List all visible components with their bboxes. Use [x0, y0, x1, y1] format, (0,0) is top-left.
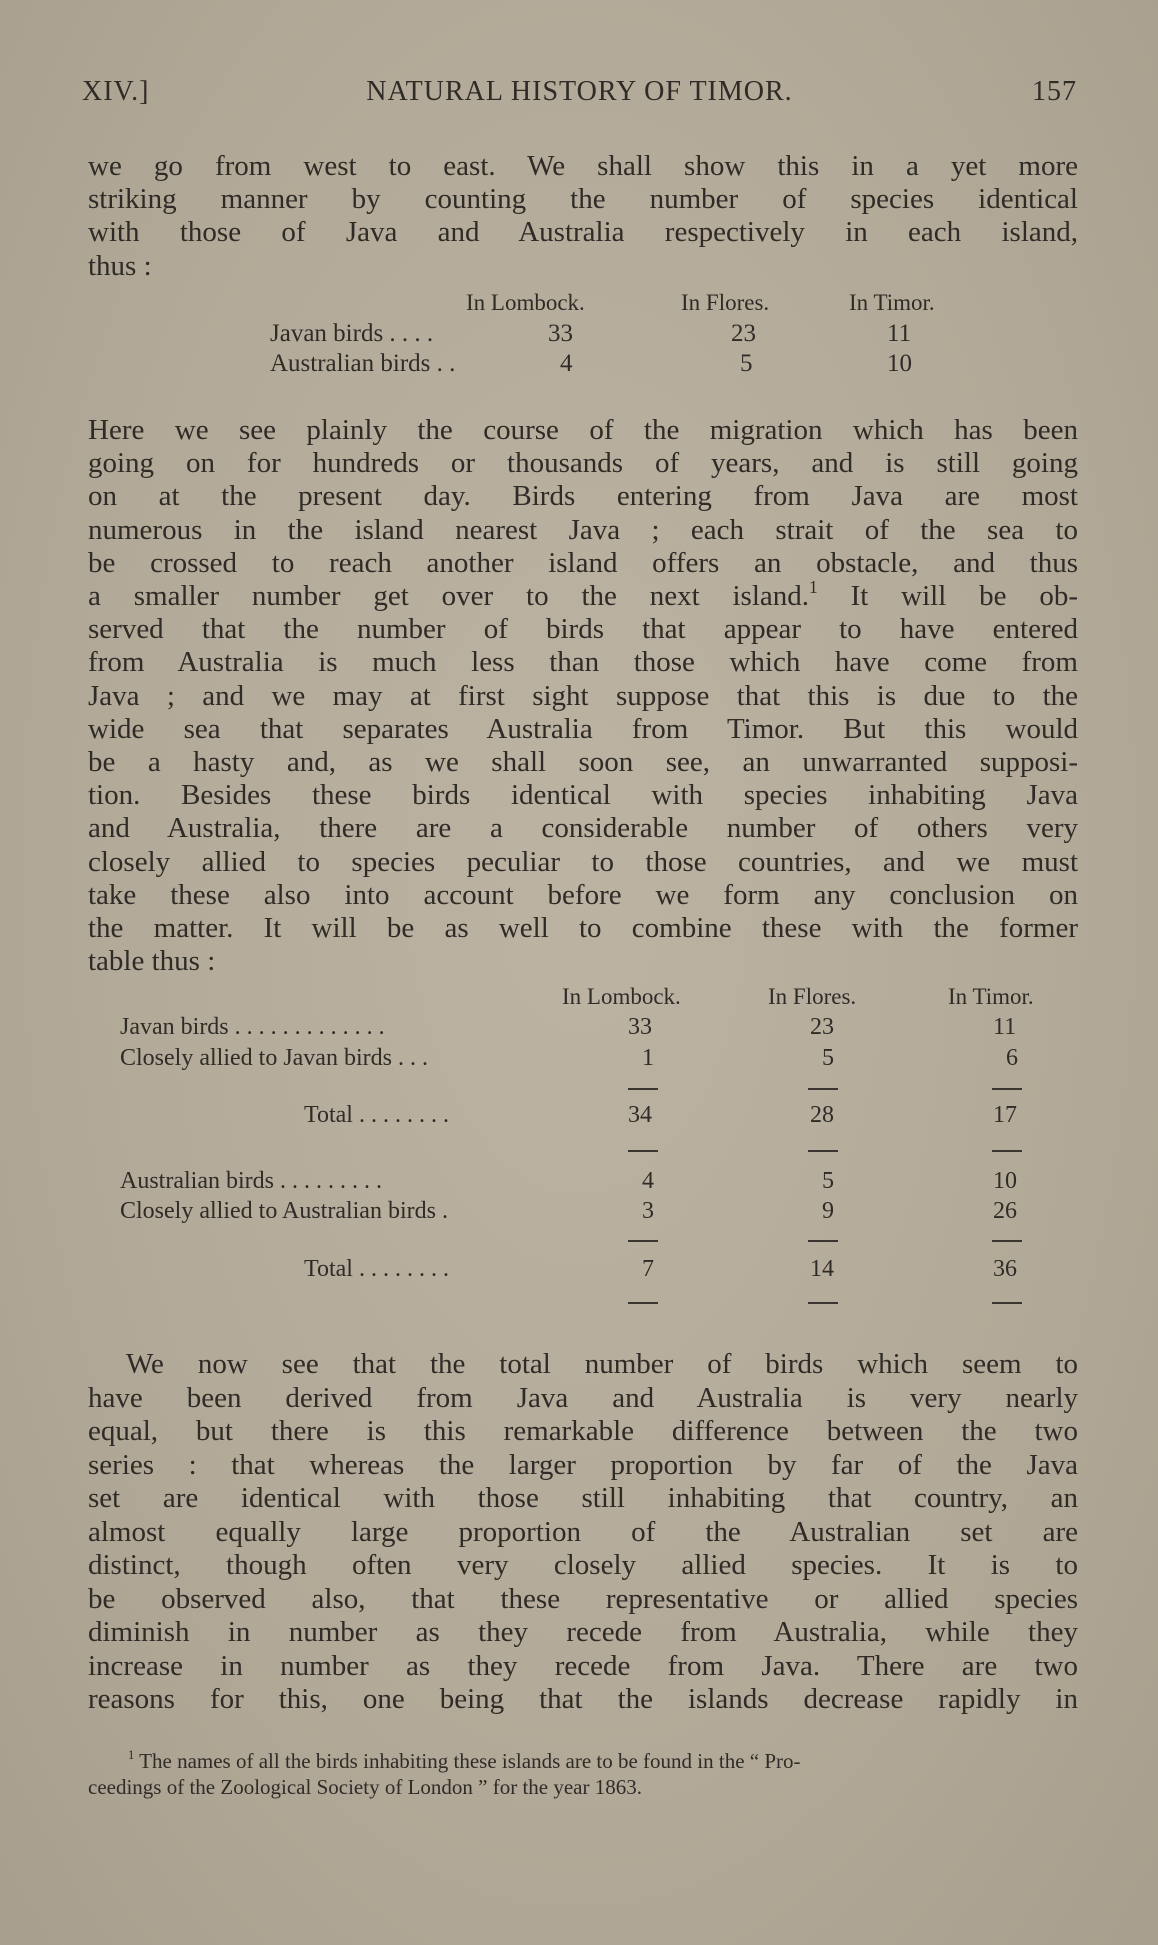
text-line: increase in number as they recede from Java. There are two	[88, 1649, 1078, 1682]
table-cell: 36	[993, 1256, 1017, 1282]
rule-line	[808, 1302, 838, 1304]
rule-line	[628, 1302, 658, 1304]
text-line: series : that whereas the larger proportion by far of the Java	[88, 1448, 1078, 1481]
footnote-line	[88, 1748, 1078, 1774]
footnote-line: ceedings of the Zoological Society of London ” for the year 1863.	[88, 1775, 642, 1799]
text-line: be observed also, that these representative or allied species	[88, 1582, 1078, 1615]
table-cell: 10	[887, 350, 912, 377]
row-label-total: Total . . . . . . . .	[304, 1256, 449, 1282]
column-header: In Lombock.	[562, 984, 681, 1009]
table-cell: 5	[822, 1168, 834, 1194]
text-line: tion. Besides these birds identical with species inhabiting Java	[88, 779, 1078, 812]
species-table-combined	[0, 984, 1158, 1314]
table-cell: 34	[628, 1102, 652, 1128]
table-cell: 7	[642, 1256, 654, 1282]
rule-line	[628, 1088, 658, 1090]
footnote-marker: 1	[128, 1748, 135, 1763]
table-cell: 6	[1006, 1045, 1018, 1071]
text-line: numerous in the island nearest Java ; each strait of the sea to	[88, 513, 1078, 546]
table-cell: 28	[810, 1102, 834, 1128]
table-cell: 17	[993, 1102, 1017, 1128]
conclusion-paragraph	[88, 1348, 1078, 1717]
table-cell: 23	[810, 1014, 834, 1040]
table-cell: 33	[628, 1014, 652, 1040]
text-line: the matter. It will be as well to combine these with the former	[88, 912, 1078, 945]
text-line: distinct, though often very closely allied species. It is to	[88, 1549, 1078, 1581]
row-label: Australian birds . .	[270, 350, 456, 377]
rule-line	[808, 1150, 838, 1152]
rule-line	[808, 1088, 838, 1090]
table-cell: 10	[993, 1168, 1017, 1194]
column-header: In Lombock.	[466, 290, 585, 315]
page-number: 157	[1032, 76, 1077, 107]
text-line-with-footnote	[88, 576, 1079, 613]
text-segment: a smaller number get over to the next island.	[88, 580, 810, 613]
row-label: Closely allied to Australian birds .	[120, 1198, 448, 1224]
rule-line	[992, 1302, 1022, 1304]
text-line: thus :	[88, 249, 152, 282]
text-line: on at the present day. Birds entering from Java are most	[88, 480, 1078, 513]
table-cell: 4	[560, 350, 573, 377]
text-line: Here we see plainly the course of the migration which has been	[88, 414, 1078, 446]
table-cell: 14	[810, 1256, 834, 1282]
table-cell: 4	[642, 1168, 654, 1194]
table-cell: 5	[822, 1045, 834, 1071]
text-line: and Australia, there are a considerable number of others very	[88, 812, 1078, 845]
text-line: striking manner by counting the number of species identical	[88, 183, 1078, 216]
rule-line	[992, 1240, 1022, 1242]
species-table-simple	[0, 290, 1158, 380]
footnote-reference: 1	[809, 576, 818, 597]
table-cell: 26	[993, 1198, 1017, 1224]
table-cell: 33	[548, 320, 573, 347]
column-header: In Flores.	[681, 290, 770, 315]
text-line: table thus :	[88, 945, 216, 978]
column-header: In Timor.	[849, 290, 935, 315]
text-line: with those of Java and Australia respectively in each island,	[88, 216, 1078, 249]
text-line: be a hasty and, as we shall soon see, an unwarranted supposi-	[88, 746, 1078, 779]
row-label-total: Total . . . . . . . .	[304, 1102, 449, 1128]
text-line: diminish in number as they recede from Australia, while they	[88, 1616, 1078, 1648]
text-line: be crossed to reach another island offers an obstacle, and thus	[88, 546, 1078, 579]
row-label: Closely allied to Javan birds . . .	[120, 1045, 428, 1071]
chapter-number: XIV.]	[82, 76, 150, 107]
text-line: closely allied to species peculiar to those countries, and we must	[88, 845, 1078, 878]
column-header: In Timor.	[948, 984, 1034, 1009]
row-label: Javan birds . . . .	[270, 320, 434, 347]
running-title: NATURAL HISTORY OF TIMOR.	[366, 76, 793, 107]
row-label: Javan birds . . . . . . . . . . . . .	[120, 1014, 385, 1040]
text-line: have been derived from Java and Australia is very nearly	[88, 1381, 1078, 1414]
column-header: In Flores.	[768, 984, 857, 1009]
intro-paragraph	[88, 150, 1078, 283]
rule-line	[992, 1150, 1022, 1152]
table-cell: 11	[993, 1014, 1017, 1040]
text-line: Java ; and we may at first sight suppose that this is due to the	[88, 679, 1078, 712]
text-line: take these also into account before we form any conclusion on	[88, 878, 1078, 911]
text-line: from Australia is much less than those which have come from	[88, 646, 1078, 679]
row-label: Australian birds . . . . . . . . .	[120, 1168, 382, 1194]
text-line: going on for hundreds or thousands of years, and is still going	[88, 447, 1078, 480]
text-line: set are identical with those still inhabiting that country, an	[88, 1482, 1078, 1514]
rule-line	[628, 1240, 658, 1242]
text-line: served that the number of birds that appear to have entered	[88, 613, 1078, 646]
text-line: we go from west to east. We shall show this in a yet more	[88, 150, 1078, 182]
table-cell: 9	[822, 1198, 834, 1224]
migration-paragraph	[88, 414, 1078, 978]
text-segment: It will be ob-	[850, 580, 1079, 613]
text-line: wide sea that separates Australia from Timor. But this would	[88, 712, 1078, 745]
rule-line	[992, 1088, 1022, 1090]
rule-line	[628, 1150, 658, 1152]
footnote	[88, 1748, 1078, 1800]
running-header	[82, 76, 1077, 116]
rule-line	[808, 1240, 838, 1242]
text-line: reasons for this, one being that the islands decrease rapidly in	[88, 1683, 1078, 1715]
table-cell: 23	[731, 320, 756, 347]
table-cell: 5	[740, 350, 753, 377]
table-cell: 11	[887, 320, 912, 347]
text-line: equal, but there is this remarkable difference between the two	[88, 1415, 1078, 1447]
table-cell: 1	[642, 1045, 654, 1071]
text-line: almost equally large proportion of the Australian set are	[88, 1515, 1078, 1548]
footnote-text: The names of all the birds inhabiting these islands are to be found in the “ Pro-	[139, 1749, 801, 1773]
table-cell: 3	[642, 1198, 654, 1224]
text-line: We now see that the total number of birds which seem to	[126, 1348, 1078, 1380]
